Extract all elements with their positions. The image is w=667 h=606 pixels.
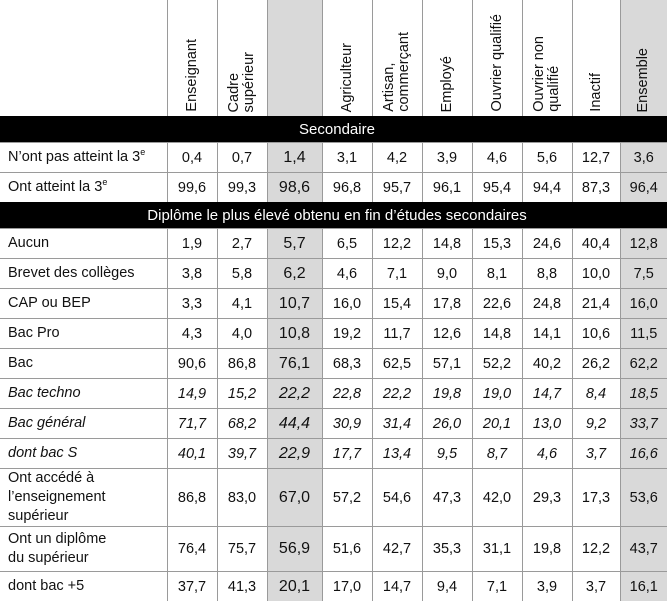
row-label: dont bac S [8,445,78,461]
value-cell: 15,4 [372,289,422,319]
value-cell: 1,9 [167,229,217,259]
section-title: Secondaire [0,116,667,143]
value-cell: 12,6 [422,319,472,349]
value-cell: 7,1 [472,572,522,602]
value-cell-shaded: 56,9 [267,527,322,572]
row-label-cell [0,469,167,527]
value-cell-shaded: 16,1 [620,572,667,602]
table-row [0,259,667,289]
value-cell: 15,2 [217,379,267,409]
value-cell: 19,0 [472,379,522,409]
value-cell: 12,7 [572,143,620,173]
value-cell: 19,8 [522,527,572,572]
value-cell: 57,1 [422,349,472,379]
value-cell: 40,2 [522,349,572,379]
value-cell: 68,3 [322,349,372,379]
column-header: Employé [422,0,472,116]
value-cell-shaded: 18,5 [620,379,667,409]
value-cell: 14,9 [167,379,217,409]
header-row [0,0,667,116]
value-cell: 47,3 [422,469,472,527]
value-cell: 95,4 [472,173,522,203]
value-cell: 35,3 [422,527,472,572]
value-cell-shaded: 10,7 [267,289,322,319]
row-label: Bac techno [8,385,81,401]
value-cell: 24,8 [522,289,572,319]
section-header-row [0,202,667,229]
table-row [0,572,667,602]
row-label: Brevet des collèges [8,265,135,281]
value-cell: 3,7 [572,572,620,602]
column-header: Inactif [572,0,620,116]
value-cell: 62,5 [372,349,422,379]
value-cell: 2,7 [217,229,267,259]
value-cell: 57,2 [322,469,372,527]
row-label-cell [0,143,167,173]
row-label-cell [0,173,167,203]
value-cell: 3,3 [167,289,217,319]
value-cell: 30,9 [322,409,372,439]
row-label: Ont atteint la 3 [8,179,103,195]
row-label: Aucun [8,235,50,251]
value-cell-shaded: 1,4 [267,143,322,173]
column-header: Ouvrier non qualifié [522,0,572,116]
row-label-superscript: e [140,147,146,158]
column-header: Artisan, commerçant [372,0,422,116]
column-header: Ouvrier qualifié [472,0,522,116]
value-cell: 15,3 [472,229,522,259]
value-cell-shaded: 44,4 [267,409,322,439]
row-label: Ont un diplôme du supérieur [8,531,107,566]
value-cell-shaded: 53,6 [620,469,667,527]
value-cell: 21,4 [572,289,620,319]
value-cell: 12,2 [572,527,620,572]
table-row [0,527,667,572]
value-cell: 10,6 [572,319,620,349]
value-cell: 86,8 [217,349,267,379]
table-row [0,319,667,349]
value-cell: 3,1 [322,143,372,173]
value-cell: 4,1 [217,289,267,319]
header-corner [0,0,167,116]
value-cell: 13,0 [522,409,572,439]
value-cell: 20,1 [472,409,522,439]
value-cell: 40,4 [572,229,620,259]
value-cell-shaded: 10,8 [267,319,322,349]
row-label: Bac général [8,415,86,431]
value-cell: 4,2 [372,143,422,173]
value-cell-shaded: 76,1 [267,349,322,379]
value-cell-shaded: 43,7 [620,527,667,572]
value-cell-shaded: 7,5 [620,259,667,289]
value-cell: 52,2 [472,349,522,379]
row-label-cell [0,259,167,289]
value-cell: 22,2 [372,379,422,409]
value-cell: 94,4 [522,173,572,203]
value-cell: 5,8 [217,259,267,289]
table-row [0,469,667,527]
value-cell: 95,7 [372,173,422,203]
table-row [0,409,667,439]
table-body [0,116,667,601]
value-cell: 10,0 [572,259,620,289]
value-cell-shaded: 98,6 [267,173,322,203]
row-label: dont bac +5 [8,578,85,594]
value-cell: 17,7 [322,439,372,469]
table-row [0,379,667,409]
value-cell: 9,4 [422,572,472,602]
row-label-cell [0,409,167,439]
value-cell: 19,8 [422,379,472,409]
value-cell: 4,6 [472,143,522,173]
value-cell: 5,6 [522,143,572,173]
value-cell: 68,2 [217,409,267,439]
value-cell-shaded: 3,6 [620,143,667,173]
value-cell: 3,8 [167,259,217,289]
value-cell: 87,3 [572,173,620,203]
value-cell: 8,8 [522,259,572,289]
value-cell: 14,7 [372,572,422,602]
row-label-cell [0,572,167,602]
value-cell: 41,3 [217,572,267,602]
row-label-superscript: e [102,177,108,188]
value-cell: 71,7 [167,409,217,439]
table-row [0,349,667,379]
value-cell: 54,6 [372,469,422,527]
table-row [0,143,667,173]
column-header-shaded [267,0,322,116]
value-cell: 14,1 [522,319,572,349]
value-cell: 9,2 [572,409,620,439]
value-cell: 4,6 [322,259,372,289]
value-cell: 99,6 [167,173,217,203]
row-label: N’ont pas atteint la 3 [8,149,141,165]
value-cell: 26,0 [422,409,472,439]
value-cell: 11,7 [372,319,422,349]
column-header: Agriculteur [322,0,372,116]
row-label: Bac [8,355,33,371]
row-label: CAP ou BEP [8,295,91,311]
value-cell: 0,7 [217,143,267,173]
value-cell: 42,7 [372,527,422,572]
value-cell: 22,8 [322,379,372,409]
value-cell-shaded: 5,7 [267,229,322,259]
value-cell-shaded: 16,0 [620,289,667,319]
value-cell: 4,6 [522,439,572,469]
value-cell: 3,7 [572,439,620,469]
value-cell: 99,3 [217,173,267,203]
value-cell-shaded: 33,7 [620,409,667,439]
value-cell: 4,0 [217,319,267,349]
value-cell: 17,0 [322,572,372,602]
value-cell: 40,1 [167,439,217,469]
value-cell: 76,4 [167,527,217,572]
value-cell: 96,8 [322,173,372,203]
row-label-cell [0,527,167,572]
value-cell: 31,4 [372,409,422,439]
value-cell: 22,6 [472,289,522,319]
row-label-cell [0,349,167,379]
value-cell: 7,1 [372,259,422,289]
value-cell: 24,6 [522,229,572,259]
column-header: Cadre supérieur [217,0,267,116]
value-cell: 0,4 [167,143,217,173]
row-label-cell [0,319,167,349]
value-cell: 86,8 [167,469,217,527]
table-row [0,439,667,469]
value-cell: 39,7 [217,439,267,469]
value-cell-shaded: 16,6 [620,439,667,469]
row-label-cell [0,439,167,469]
value-cell: 14,8 [422,229,472,259]
value-cell: 16,0 [322,289,372,319]
column-header: Enseignant [167,0,217,116]
value-cell: 17,3 [572,469,620,527]
row-label-cell [0,379,167,409]
value-cell-shaded: 22,2 [267,379,322,409]
value-cell-shaded: 96,4 [620,173,667,203]
section-title: Diplôme le plus élevé obtenu en fin d’études secondaires [0,202,667,229]
section-header-row [0,116,667,143]
value-cell: 37,7 [167,572,217,602]
value-cell: 90,6 [167,349,217,379]
value-cell: 14,7 [522,379,572,409]
value-cell: 51,6 [322,527,372,572]
row-label-cell [0,289,167,319]
value-cell: 42,0 [472,469,522,527]
column-header-shaded: Ensemble [620,0,667,116]
row-label: Bac Pro [8,325,60,341]
value-cell: 8,1 [472,259,522,289]
value-cell: 19,2 [322,319,372,349]
value-cell: 26,2 [572,349,620,379]
value-cell-shaded: 11,5 [620,319,667,349]
value-cell-shaded: 12,8 [620,229,667,259]
value-cell: 8,7 [472,439,522,469]
value-cell: 96,1 [422,173,472,203]
table-row [0,229,667,259]
value-cell: 14,8 [472,319,522,349]
row-label-cell [0,229,167,259]
value-cell: 8,4 [572,379,620,409]
value-cell-shaded: 20,1 [267,572,322,602]
value-cell: 9,5 [422,439,472,469]
row-label: Ont accédé à l’enseignement supérieur [8,470,106,524]
value-cell-shaded: 62,2 [620,349,667,379]
table-row [0,289,667,319]
value-cell: 29,3 [522,469,572,527]
value-cell-shaded: 6,2 [267,259,322,289]
value-cell-shaded: 22,9 [267,439,322,469]
value-cell: 6,5 [322,229,372,259]
value-cell: 3,9 [422,143,472,173]
value-cell: 17,8 [422,289,472,319]
value-cell: 12,2 [372,229,422,259]
value-cell: 4,3 [167,319,217,349]
value-cell-shaded: 67,0 [267,469,322,527]
table-row [0,173,667,203]
value-cell: 13,4 [372,439,422,469]
value-cell: 83,0 [217,469,267,527]
value-cell: 9,0 [422,259,472,289]
value-cell: 3,9 [522,572,572,602]
value-cell: 31,1 [472,527,522,572]
value-cell: 75,7 [217,527,267,572]
